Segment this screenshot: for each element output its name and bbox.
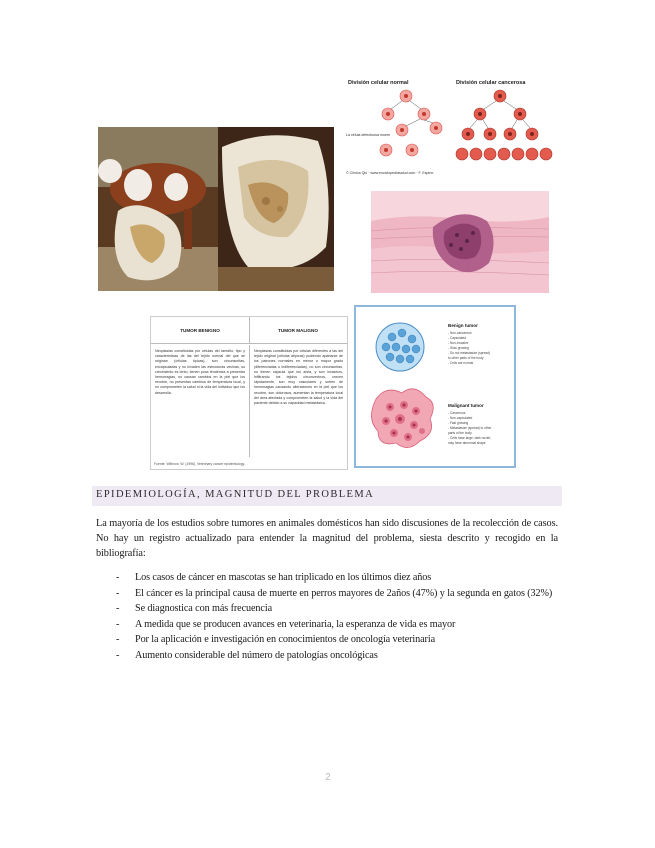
svg-text:- Cancerous: - Cancerous (448, 411, 466, 415)
malignant-points (448, 411, 492, 445)
table-source: Fuente: Withrow, W. (1996). Veterinary cancer epidemiology. (154, 462, 245, 466)
cell-division-diagram (340, 74, 554, 184)
intro-paragraph: La mayoría de los estudios sobre tumores en animales domésticos han sido discusiones de la recolección de casos. No hay un registro actualizado para entender la magnitud del problema, siesta descrito y recogido en la bibliografía: (96, 518, 558, 559)
malignant-label: Malignant tumor (448, 403, 484, 408)
tumor-comparison-table (150, 316, 348, 470)
svg-text:may have abnormal shape: may have abnormal shape (448, 441, 486, 445)
svg-text:to other parts of the body: to other parts of the body (448, 356, 484, 360)
svg-text:- Cells have large, dark nucle: - Cells have large, dark nuclei; (448, 436, 491, 440)
statistics-list (116, 570, 561, 663)
benign-column-header: TUMOR BENIGNO (151, 317, 250, 344)
benign-label: Benign tumor (448, 323, 478, 328)
list-item: - Por la aplicación e investigación en conocimientos de oncología veterinaria (116, 634, 435, 645)
diagram-credit: © Clínica Qiú · www.enciclopediasalud.com · F. Espino (346, 171, 434, 175)
malignant-description: Neoplasias constituidas por células diferentes a las del tejido original (células atípicas) pudiendo apartarse de los patrones normales en menor o mayor grado (diferenciadas o indiferenciadas), no son circunscritas, no tienen capsula que los aísla, y son invasivos, infiltrando los tejidos circunvecinos, crecen rápidamente, son muy vasculares y sufren de hemorragias causando alteraciones en la piel que los recubre, son dolorosos, aumentan la temperatura local del área afectada y comprometen la salud y la vida del paciente debido a su capacidad metastásica. (249, 345, 347, 457)
cancer-division-title: División celular cancerosa (456, 80, 526, 86)
list-item: - Se diagnostica con más frecuencia (116, 603, 273, 614)
tumor-tissue-illustration (371, 191, 549, 293)
cell-death-note: La célula defectuosa muere (346, 133, 391, 137)
cow-tumor-photo (98, 127, 334, 291)
svg-text:- Non-capsulated: - Non-capsulated (448, 416, 473, 420)
svg-text:parts of the body: parts of the body (448, 431, 472, 435)
benign-points (448, 331, 490, 365)
svg-text:- Cells are normal: - Cells are normal (448, 361, 474, 365)
section-heading-bar (92, 486, 562, 506)
svg-text:- Non-invasive: - Non-invasive (448, 341, 469, 345)
svg-text:- Non-cancerous: - Non-cancerous (448, 331, 472, 335)
normal-division-title: División celular normal (348, 80, 409, 86)
page-number: 2 (325, 772, 331, 783)
svg-text:- Capsulated: - Capsulated (448, 336, 467, 340)
list-item: - Aumento considerable del número de patologías oncológicas (116, 649, 378, 661)
benign-description: Neoplasias constituidas por células del tamaño, tipo y características de las del tejido normal del que se originan (células típicas), son circunscritas, encapsuladas y no invaden las estructuras vecinas, su crecimiento es lento, tienen poca tendencia a presentar hemorragias, no causan cambios en la piel que los recubre, no presentan cambios de temperatura local, y no comprometen la salud ni la vida del individuo que los desarrolla. (155, 349, 245, 395)
list-item: - A medida que se producen avances en veterinaria, la esperanza de vida es mayor (116, 618, 456, 630)
svg-text:- Slow growing: - Slow growing (448, 346, 469, 350)
list-item: - Los casos de cáncer en mascotas se han triplicado en los últimos diez años (116, 572, 432, 583)
list-item: - El cáncer es la principal causa de muerte en perros mayores de 2años (47%) y la segunda en gatos (32%) (116, 587, 553, 599)
svg-text:- Do not metastasize (spread): - Do not metastasize (spread) (448, 351, 490, 355)
svg-text:- Fast growing: - Fast growing (448, 421, 469, 425)
benign-malignant-panel (354, 305, 516, 468)
malignant-column-header: TUMOR MALIGNO (249, 317, 347, 344)
svg-text:- Metastasize (spread) to othe: - Metastasize (spread) to other (448, 426, 492, 430)
section-heading: EPIDEMIOLOGÍA, MAGNITUD DEL PROBLEMA (96, 489, 375, 500)
